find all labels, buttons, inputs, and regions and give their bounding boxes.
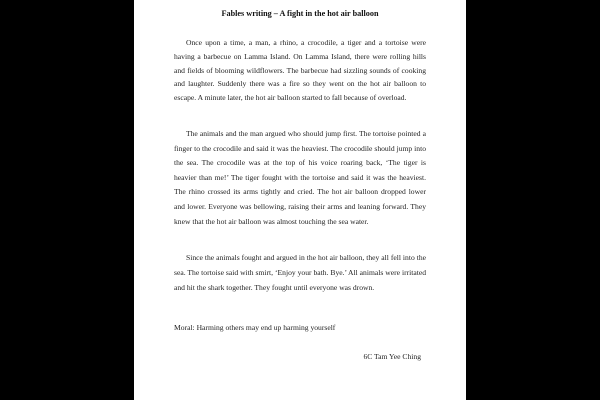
story-paragraph-3: Since the animals fought and argued in the hot air balloon, they all fell into the sea. The tortoise said with smirt, ‘Enjoy your bath. Bye.’ All animals were irritated and hit the shark together. They fought until everyone was drown.	[174, 253, 426, 292]
document-title: Fables writing – A fight in the hot air balloon	[221, 9, 379, 18]
author-signature: 6C Tam Yee Ching	[363, 352, 421, 361]
story-paragraph-2: The animals and the man argued who should jump first. The tortoise pointed a finger to the crocodile and said it was the heaviest. The crocodile should jump into the sea. The crocodile was at the top of his voice roaring back, ‘The tiger is heavier than me!’ The tiger fought with the tortoise and said it was the heaviest. The rhino crossed its arms tightly and cried. The hot air balloon dropped lower and lower. Everyone was bellowing, raising their arms and leaning forward. They knew that the hot air balloon was almost touching the sea water.	[174, 129, 426, 226]
story-paragraph-1: Once upon a time, a man, a rhino, a crocodile, a tiger and a tortoise were having a barbecue on Lamma Island. On Lamma Island, there were rolling hills and fields of blooming wildflowers. The barbecue had sizzling sounds of cooking and laughter. Suddenly there was a fire so they went on the hot air balloon to escape. A minute later, the hot air balloon started to fall because of overload.	[174, 38, 426, 103]
moral-line: Moral: Harming others may end up harming yourself	[174, 323, 336, 332]
document-page	[134, 0, 466, 400]
